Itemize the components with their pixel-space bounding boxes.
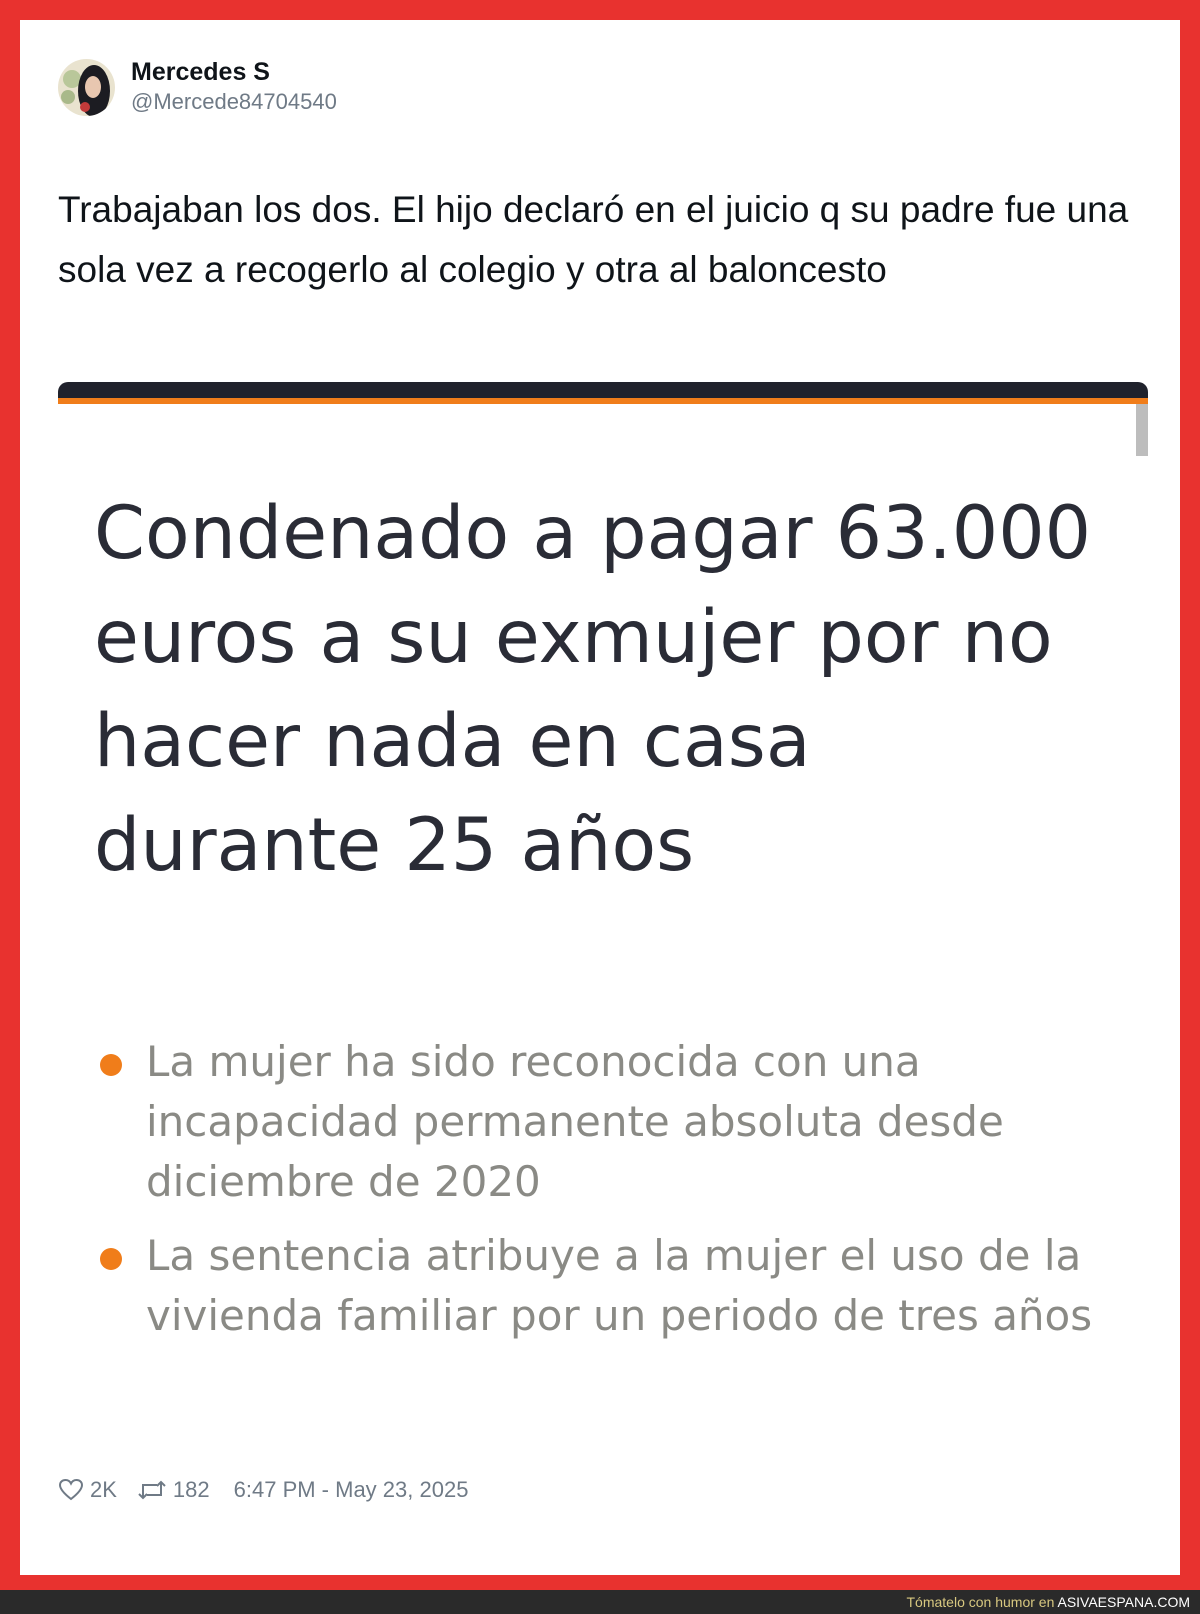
avatar[interactable] (58, 59, 115, 116)
news-bullets (98, 1032, 1108, 1360)
tweet-timestamp[interactable]: 6:47 PM - May 23, 2025 (233, 1477, 469, 1502)
bullet-text: La sentencia atribuye a la mujer el uso de la vivienda familiar por un periodo de tres años (146, 1231, 1093, 1340)
media-image[interactable] (58, 382, 1148, 1440)
display-name[interactable]: Mercedes S (131, 58, 270, 86)
news-bullet (98, 1032, 1108, 1212)
heart-icon (58, 1478, 84, 1502)
retweet-icon (137, 1478, 167, 1502)
bullet-dot-icon (100, 1054, 122, 1076)
watermark (907, 1593, 1191, 1611)
tweet-header (58, 57, 337, 117)
like-button[interactable] (58, 1477, 117, 1503)
like-count: 2K (90, 1477, 117, 1502)
media-scrollbar (1136, 404, 1148, 456)
news-bullet (98, 1226, 1108, 1346)
bullet-text: La mujer ha sido reconocida con una incapacidad permanente absoluta desde diciembre de 2020 (146, 1037, 1004, 1206)
watermark-site[interactable]: ASIVAESPANA.COM (1057, 1594, 1190, 1610)
retweet-button[interactable] (137, 1477, 210, 1503)
tweet-footer (58, 1472, 468, 1508)
media-accent-line (58, 398, 1148, 404)
tweet-card (20, 20, 1180, 1575)
media-topbar (58, 382, 1148, 398)
retweet-count: 182 (172, 1477, 210, 1502)
handle[interactable]: @Mercede84704540 (131, 89, 337, 114)
news-headline: Condenado a pagar 63.000 euros a su exmujer por no hacer nada en casa durante 25 años (94, 491, 1092, 888)
tweet-text: Trabajaban los dos. El hijo declaró en el juicio q su padre fue una sola vez a recogerlo al colegio y otra al baloncesto (58, 189, 1129, 290)
bullet-dot-icon (100, 1248, 122, 1270)
watermark-text: Tómatelo con humor en (906, 1594, 1055, 1610)
author-names (131, 57, 337, 117)
